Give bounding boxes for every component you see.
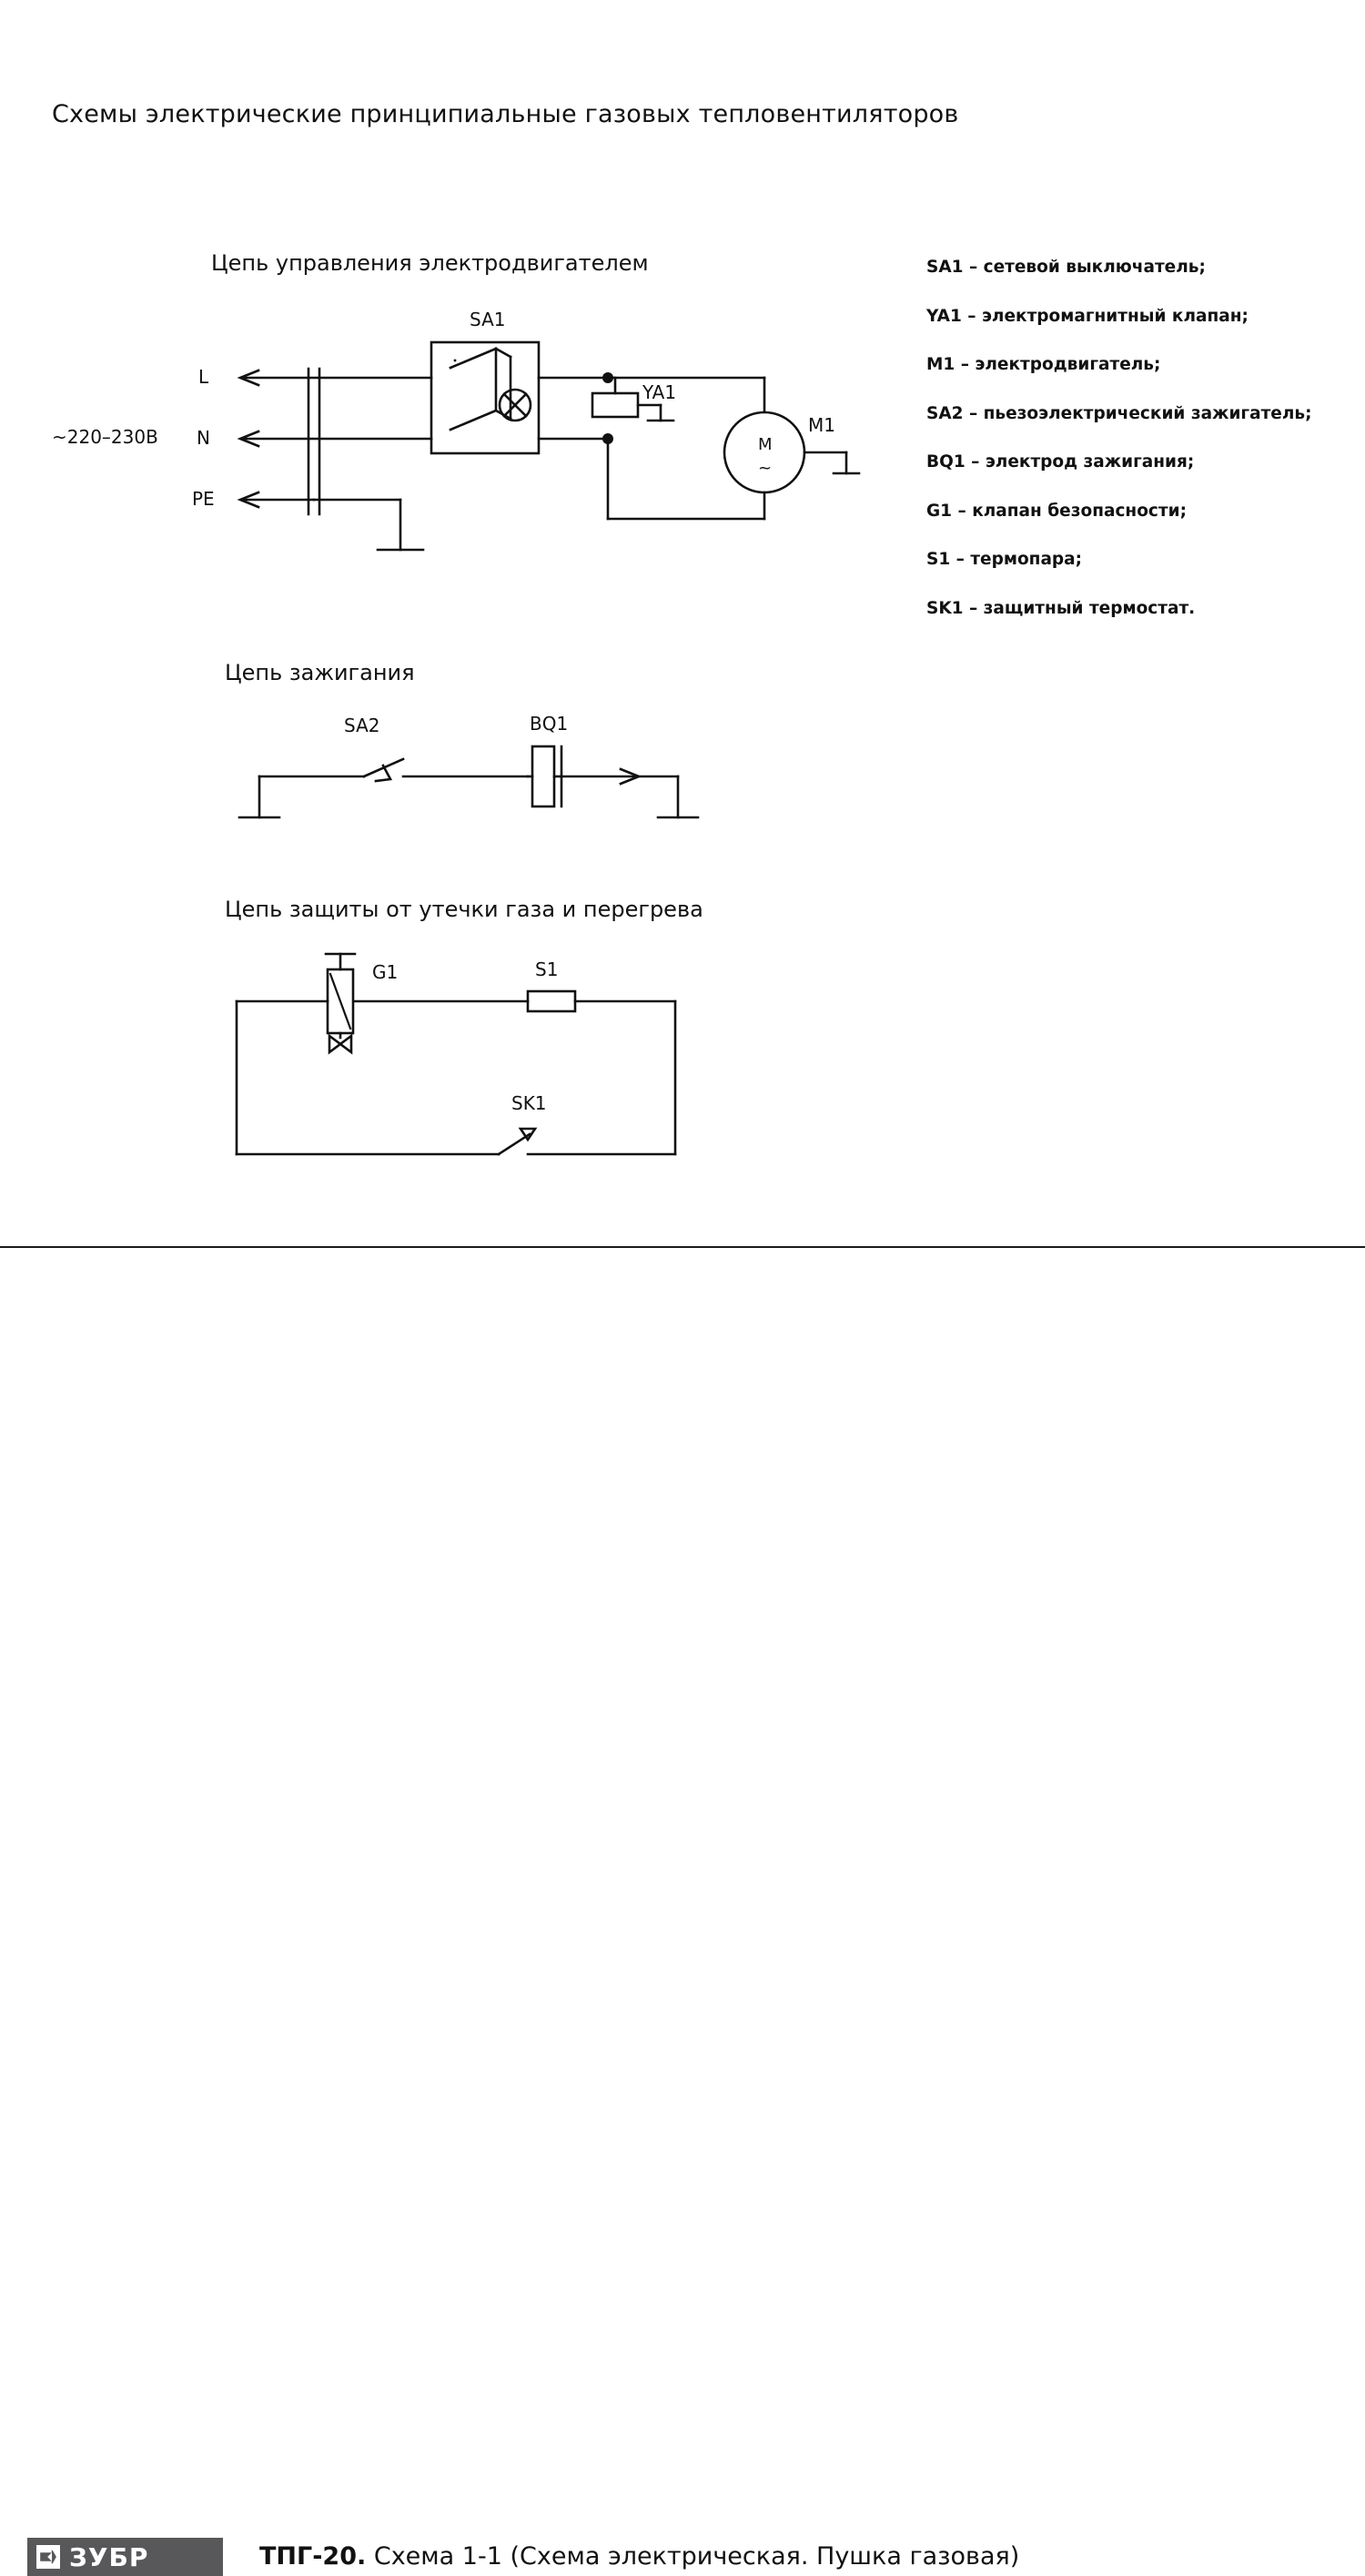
legend-item: BQ1 – электрод зажигания;	[926, 452, 1195, 472]
legend-item: G1 – клапан безопасности;	[926, 501, 1187, 521]
label-sk1: SK1	[511, 1092, 547, 1114]
label-supply-voltage: ~220–230В	[52, 426, 158, 448]
label-line-l: L	[198, 366, 209, 388]
legend-item: SA2 – пьезоэлектрический зажигатель;	[926, 403, 1312, 423]
section-title-ignition: Цепь зажигания	[225, 660, 415, 685]
label-m1: M1	[808, 414, 835, 436]
figure-model: ТПГ-20.	[259, 2542, 367, 2571]
label-motor-m: M	[758, 435, 773, 454]
brand-name: ЗУБР	[69, 2541, 149, 2572]
legend-item: S1 – термопара;	[926, 550, 1083, 569]
footer	[0, 1248, 1365, 2572]
section-title-protection: Цепь защиты от утечки газа и перегрева	[225, 897, 703, 922]
label-line-n: N	[197, 427, 210, 449]
figure-caption-text: Схема 1-1 (Схема электрическая. Пушка газовая)	[366, 2542, 1020, 2571]
arrow-icon	[36, 2545, 60, 2569]
brand-logo	[27, 2538, 223, 2576]
legend-item: SK1 – защитный термостат.	[926, 598, 1196, 618]
label-motor-ac: ~	[758, 459, 773, 478]
legend-item: SA1 – сетевой выключатель;	[926, 258, 1206, 277]
label-g1: G1	[372, 961, 399, 983]
label-ya1: YA1	[642, 381, 677, 403]
legend-item: M1 – электродвигатель;	[926, 355, 1161, 374]
label-sa1: SA1	[470, 309, 506, 330]
label-sa2: SA2	[344, 715, 380, 736]
legend-item: YA1 – электромагнитный клапан;	[926, 306, 1249, 326]
label-line-pe: PE	[192, 488, 215, 510]
figure-caption	[259, 2542, 1019, 2571]
label-bq1: BQ1	[530, 713, 569, 735]
page-title: Схемы электрические принципиальные газовых тепловентиляторов	[52, 100, 959, 128]
legend	[926, 258, 1354, 647]
section-title-motor-control: Цепь управления электродвигателем	[211, 250, 649, 276]
label-s1: S1	[535, 958, 559, 980]
